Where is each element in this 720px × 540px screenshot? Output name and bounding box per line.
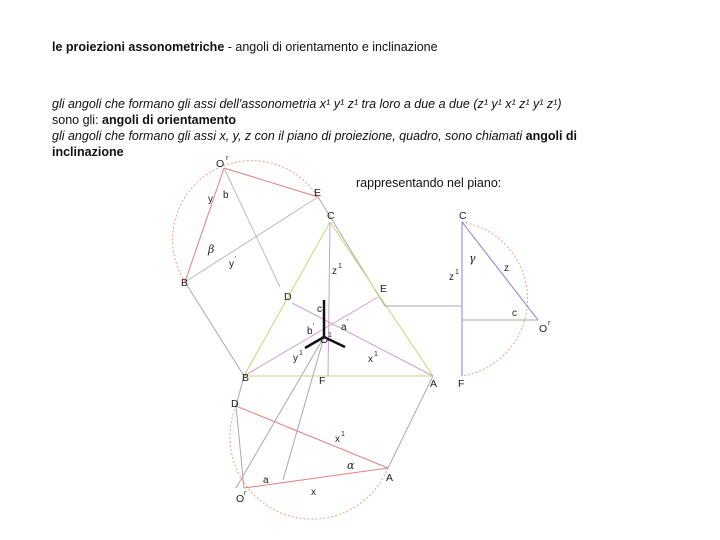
label-b-prime-sup: ': [313, 323, 315, 330]
label-O-top-sup: r: [226, 155, 229, 162]
altitude-CF: [328, 222, 330, 376]
label-a-prime: a: [341, 322, 347, 333]
note-text: rappresentando nel piano:: [356, 176, 502, 190]
label-C-right: C: [459, 210, 467, 222]
right-triangle-hyp: [462, 222, 538, 320]
label-b-top: b: [223, 190, 229, 201]
label-z1-right: z: [449, 272, 454, 283]
top-triangle-left: [185, 168, 224, 282]
bottom-triangle-DA: [236, 406, 388, 468]
label-C-mid: C: [327, 210, 335, 222]
label-O-low-sup: r: [244, 490, 247, 497]
term-inclinazione-a: angoli di: [525, 129, 578, 143]
projection-line-3: [236, 337, 324, 488]
label-x-low: x: [311, 487, 316, 498]
bottom-arc: [230, 406, 388, 519]
label-beta: β: [208, 243, 215, 256]
top-arc: [173, 161, 318, 282]
label-z1-right-sup: 1: [455, 269, 459, 276]
projection-line-4: [283, 337, 324, 480]
label-y-top: y: [208, 194, 213, 205]
label-a-low: a: [263, 475, 269, 486]
label-z1-mid: z: [332, 266, 337, 277]
label-O-right-sup: r: [548, 320, 551, 327]
paragraph-line-1: gli angoli che formano gli assi dell'assonometria x¹ y¹ z¹ tra loro a due a due (z¹ y¹ x¹ z¹ y¹ z¹): [52, 97, 562, 111]
label-D-low: D: [231, 398, 239, 410]
top-triangle-right: [224, 168, 318, 197]
label-E-top: E: [314, 187, 322, 199]
label-D-mid: D: [284, 291, 292, 303]
label-x1-mid: x: [368, 354, 373, 365]
label-c-prime-sup: ': [323, 301, 325, 308]
label-b-prime: b: [307, 326, 313, 337]
label-y-prime-left-sup: ': [235, 256, 237, 263]
label-alpha: α: [347, 459, 355, 472]
label-x1-mid-sup: 1: [374, 351, 378, 358]
label-F-bottom: F: [319, 375, 326, 387]
title-rest: - angoli di orientamento e inclinazione: [224, 40, 438, 54]
trace-CA: [330, 222, 433, 376]
projection-line-6: [388, 376, 433, 468]
title-bold: le proiezioni assonometriche: [52, 40, 225, 54]
label-A-low: A: [386, 472, 394, 484]
label-a-prime-sup: ': [347, 319, 349, 326]
label-gamma: γ: [469, 252, 476, 265]
label-O-center: O: [320, 334, 329, 346]
label-F-right: F: [458, 378, 465, 390]
label-B-left: B: [181, 277, 189, 289]
label-c-prime: c: [317, 304, 322, 315]
right-arc: [462, 222, 528, 376]
line2-text: sono gli:: [52, 113, 103, 127]
label-O-low: O: [236, 493, 245, 505]
altitude-AD: [292, 303, 433, 376]
label-x1-low-sup: 1: [341, 431, 345, 438]
label-y1-mid: y: [293, 353, 298, 364]
label-c-right: c: [512, 308, 517, 319]
label-E-mid: E: [380, 283, 388, 295]
label-x1-low: x: [335, 434, 340, 445]
label-y-prime-left: y: [229, 259, 234, 270]
label-O-right: O: [539, 323, 548, 335]
line3-text: gli angoli che formano gli assi x, y, z con il piano di proiezione, quadro, sono chiamati: [52, 129, 526, 143]
label-z-right: z: [504, 263, 509, 274]
term-inclinazione-b: inclinazione: [52, 145, 124, 159]
label-O-center-sup: 1: [328, 332, 332, 339]
label-y1-mid-sup: 1: [299, 350, 303, 357]
term-orientamento: angoli di orientamento: [102, 113, 237, 127]
label-A-bottom: A: [430, 378, 438, 390]
projection-line-1: [185, 282, 244, 376]
top-triangle-hyp: [185, 197, 318, 282]
label-O-top: O: [216, 158, 225, 170]
label-B-bottom: B: [242, 372, 250, 384]
label-z1-mid-sup: 1: [338, 263, 342, 270]
